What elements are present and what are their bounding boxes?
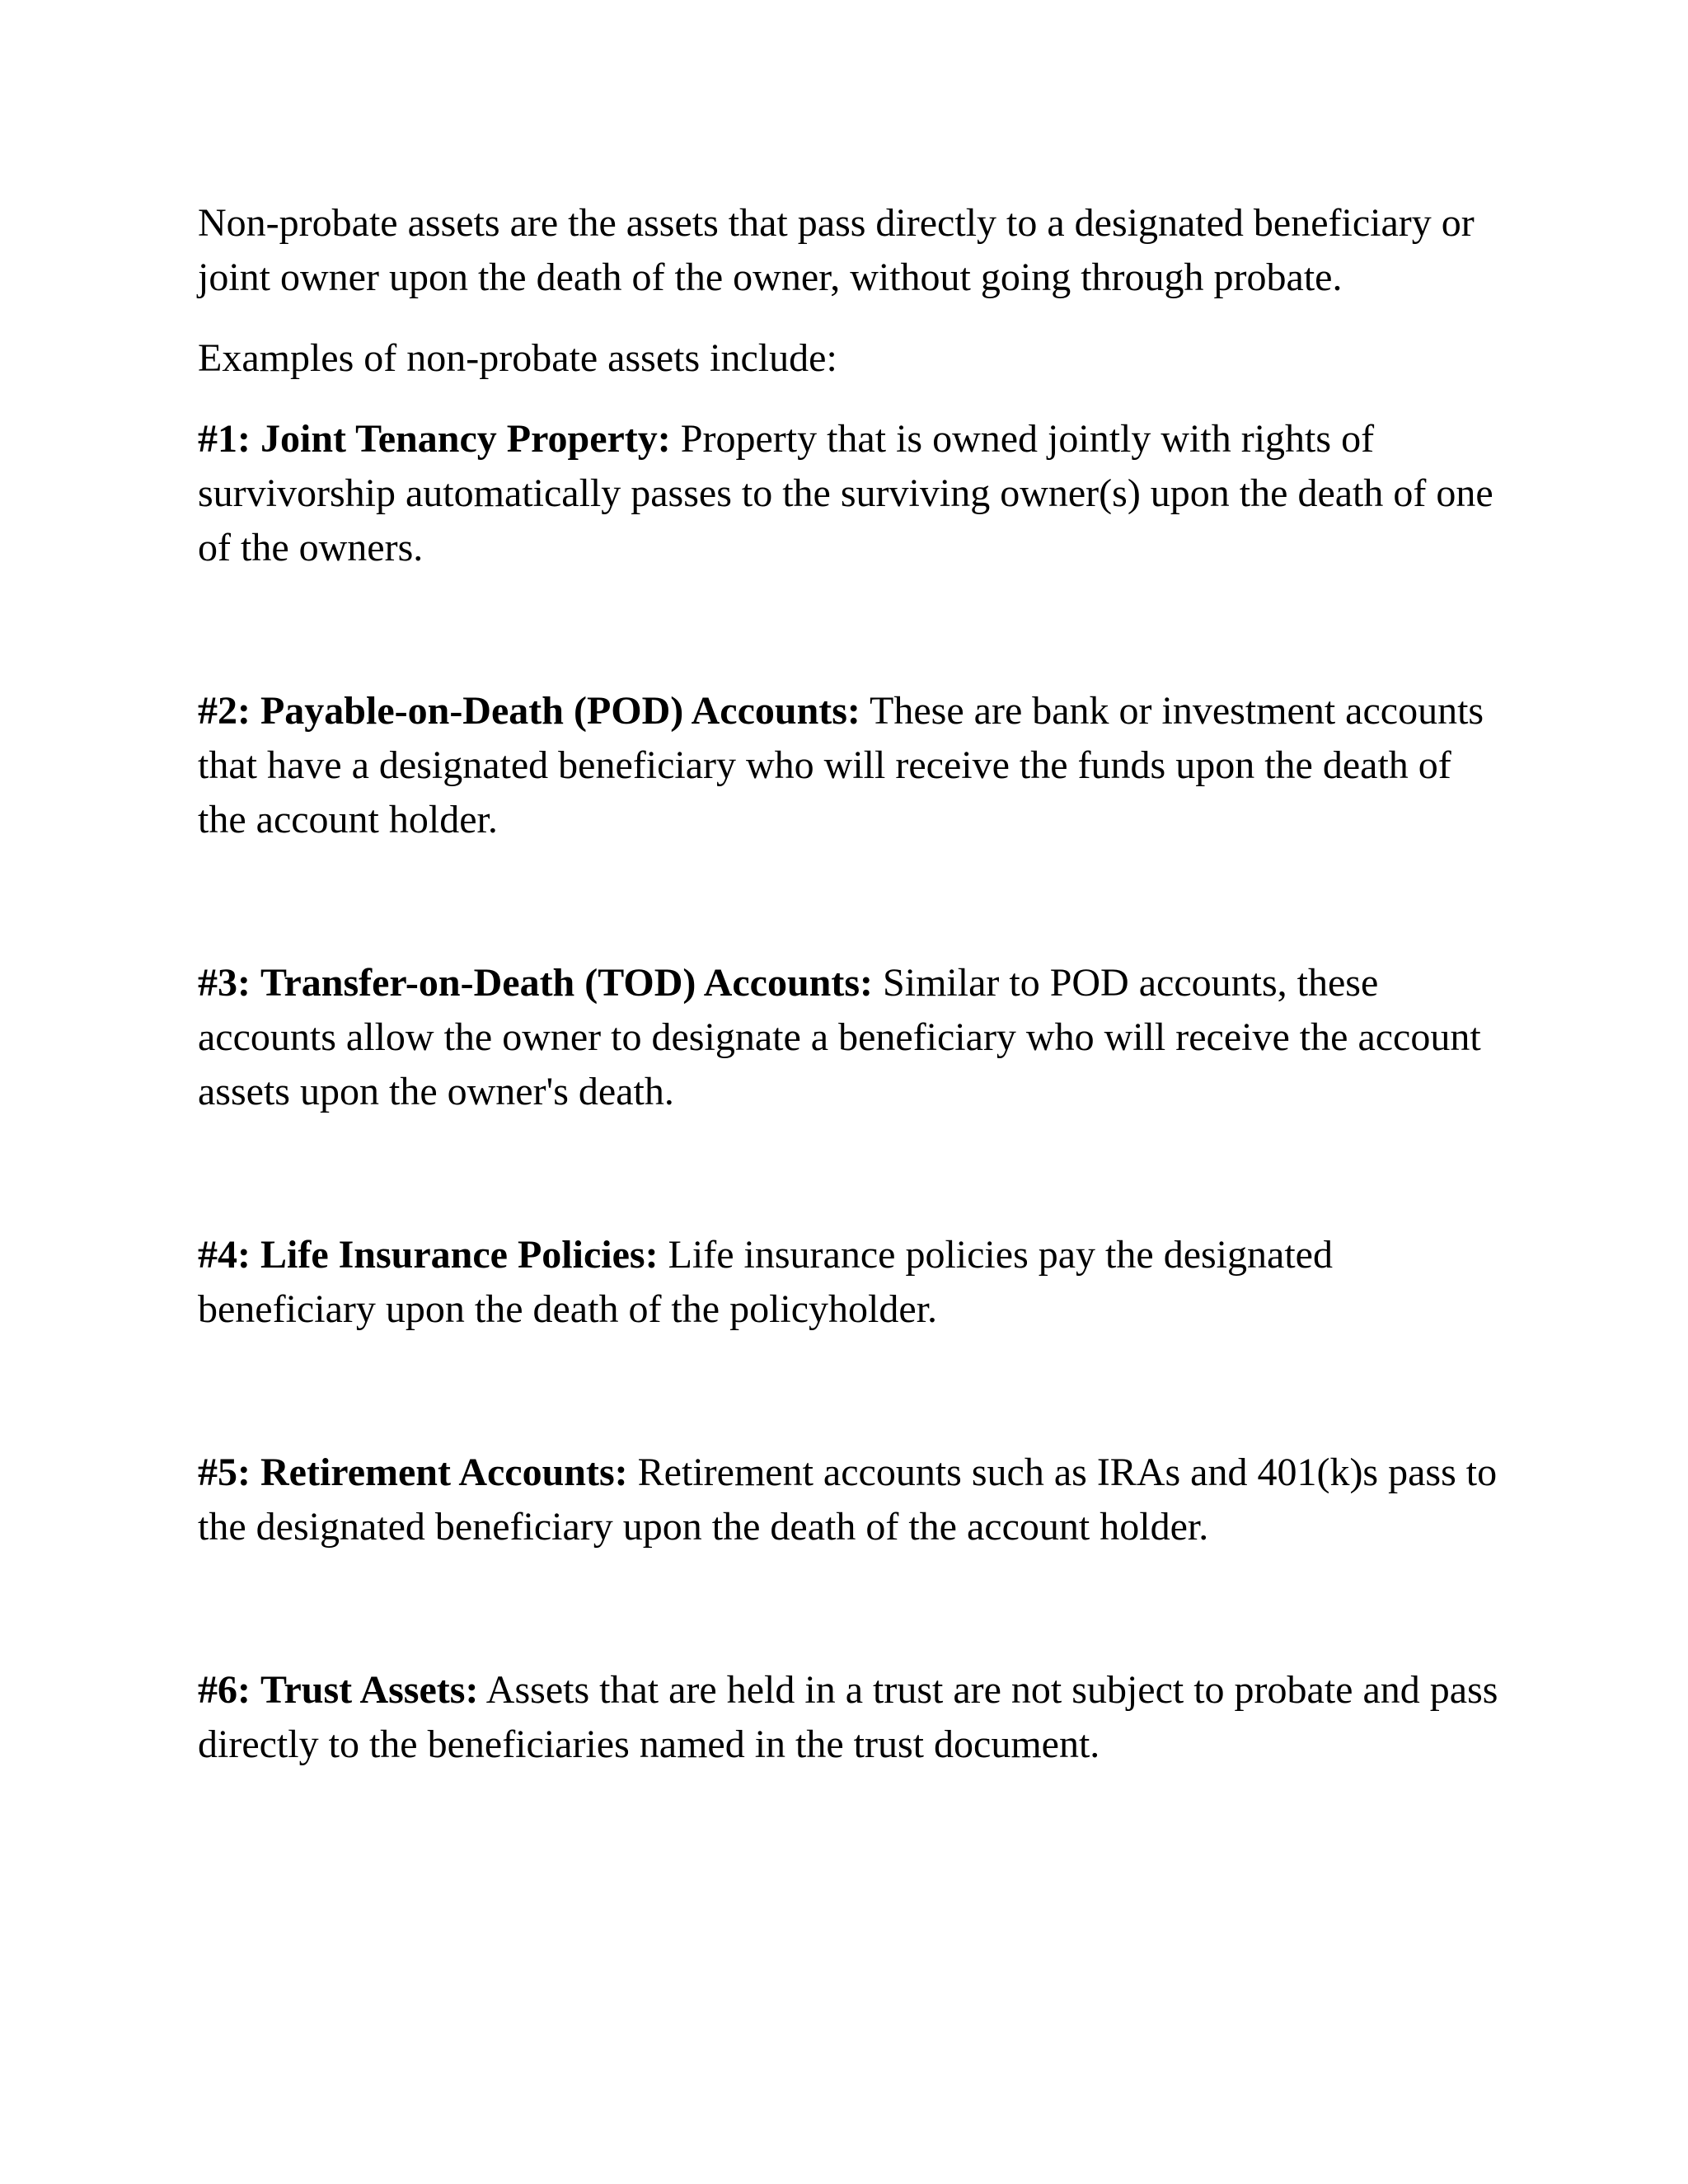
list-item-retirement-accounts — [198, 1446, 1500, 1554]
examples-lead-paragraph: Examples of non-probate assets include: — [198, 336, 837, 380]
item-title: Payable-on-Death (POD) Accounts: — [260, 689, 860, 733]
item-number: #2: — [198, 689, 251, 733]
item-number: #1: — [198, 417, 251, 461]
item-body: These are bank or investment accounts that have a designated beneficiary who will receive the funds upon the death of the account holder. — [198, 689, 1484, 841]
item-body: Assets that are held in a trust are not subject to probate and pass directly to the beneficiaries named in the trust document. — [198, 1668, 1498, 1766]
list-item-life-insurance — [198, 1228, 1500, 1337]
list-item-tod-accounts — [198, 956, 1500, 1119]
item-number: #5: — [198, 1451, 251, 1494]
list-item-pod-accounts — [198, 684, 1500, 847]
item-number: #3: — [198, 961, 251, 1005]
item-body: Life insurance policies pay the designated beneficiary upon the death of the policyholder. — [198, 1233, 1333, 1331]
item-title: Trust Assets: — [260, 1668, 479, 1712]
item-title: Transfer-on-Death (TOD) Accounts: — [260, 961, 874, 1005]
intro-paragraph: Non-probate assets are the assets that pass directly to a designated beneficiary or joint owner upon the death of the owner, without going through probate. — [198, 201, 1475, 299]
item-title: Retirement Accounts: — [260, 1451, 628, 1494]
item-title: Life Insurance Policies: — [260, 1233, 659, 1277]
item-body: Property that is owned jointly with rights of survivorship automatically passes to the surviving owner(s) upon the death of one of the owners. — [198, 417, 1493, 569]
item-number: #6: — [198, 1668, 251, 1712]
item-body: Similar to POD accounts, these accounts allow the owner to designate a beneficiary who will receive the account assets upon the owner's death. — [198, 961, 1481, 1113]
document-body — [198, 196, 1500, 1772]
list-item-trust-assets — [198, 1663, 1500, 1772]
item-number: #4: — [198, 1233, 251, 1277]
item-title: Joint Tenancy Property: — [260, 417, 671, 461]
item-body: Retirement accounts such as IRAs and 401(k)s pass to the designated beneficiary upon the death of the account holder. — [198, 1451, 1498, 1549]
list-item-joint-tenancy — [198, 412, 1500, 575]
